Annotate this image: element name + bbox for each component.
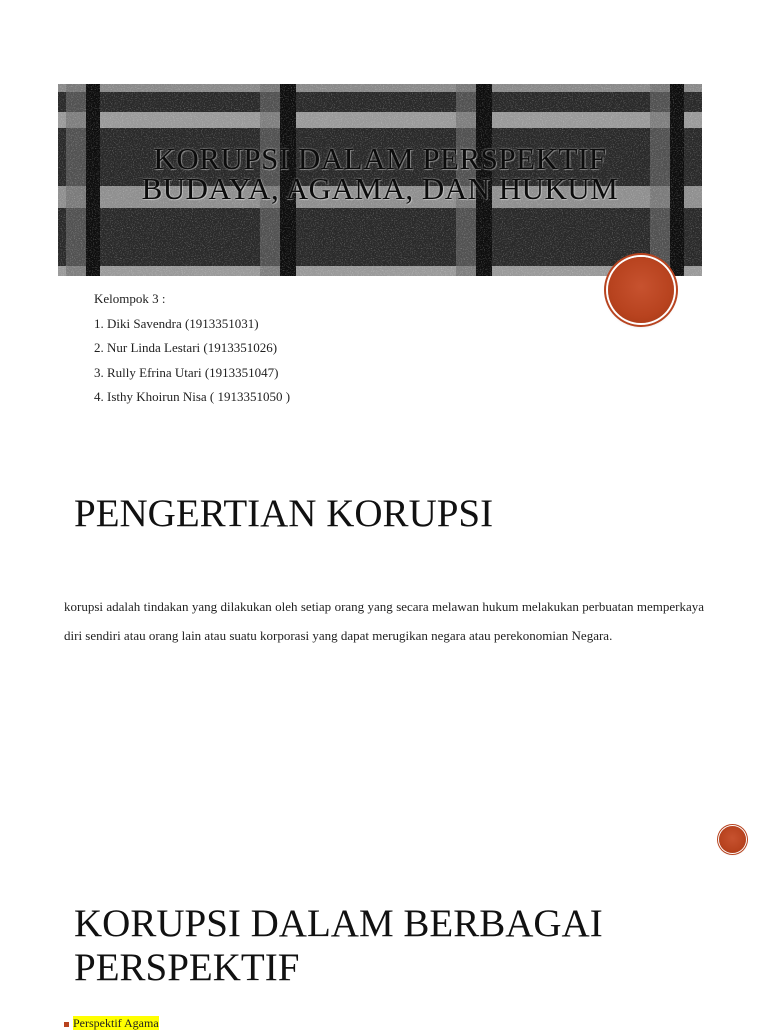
member-item: 2. Nur Linda Lestari (1913351026) bbox=[94, 340, 278, 355]
member-item: 3. Rully Efrina Utari (1913351047) bbox=[94, 364, 279, 380]
slide-title-line1: KORUPSI DALAM PERSPEKTIF bbox=[153, 141, 607, 176]
member-item: 4. Isthy Khoirun Nisa ( 1913351050 ) bbox=[94, 389, 291, 404]
bullet-item bbox=[64, 1016, 159, 1028]
definition-heading: PENGERTIAN KORUPSI bbox=[74, 492, 494, 535]
bullet-icon bbox=[64, 1022, 69, 1027]
group-members bbox=[94, 287, 290, 410]
title-banner bbox=[58, 84, 702, 276]
member-item: 1. Diki Savendra (1913351031) bbox=[94, 315, 259, 331]
bullet-text: Perspektif Agama bbox=[73, 1016, 159, 1030]
orange-circle-icon bbox=[719, 826, 746, 853]
slide-title-line2: BUDAYA, AGAMA, DAN HUKUM bbox=[141, 171, 619, 206]
orange-circle-icon bbox=[608, 257, 674, 323]
slide-title bbox=[58, 141, 702, 206]
group-label: Kelompok 3 : bbox=[94, 291, 166, 306]
definition-text: korupsi adalah tindakan yang dilakukan oleh setiap orang yang secara melawan hukum melakukan perbuatan memperkaya diri sendiri atau orang lain atau suatu korporasi yang dapat merugikan negara atau perekonomian Negara. bbox=[64, 599, 704, 643]
perspectives-heading: KORUPSI DALAM BERBAGAI PERSPEKTIF bbox=[74, 902, 603, 989]
